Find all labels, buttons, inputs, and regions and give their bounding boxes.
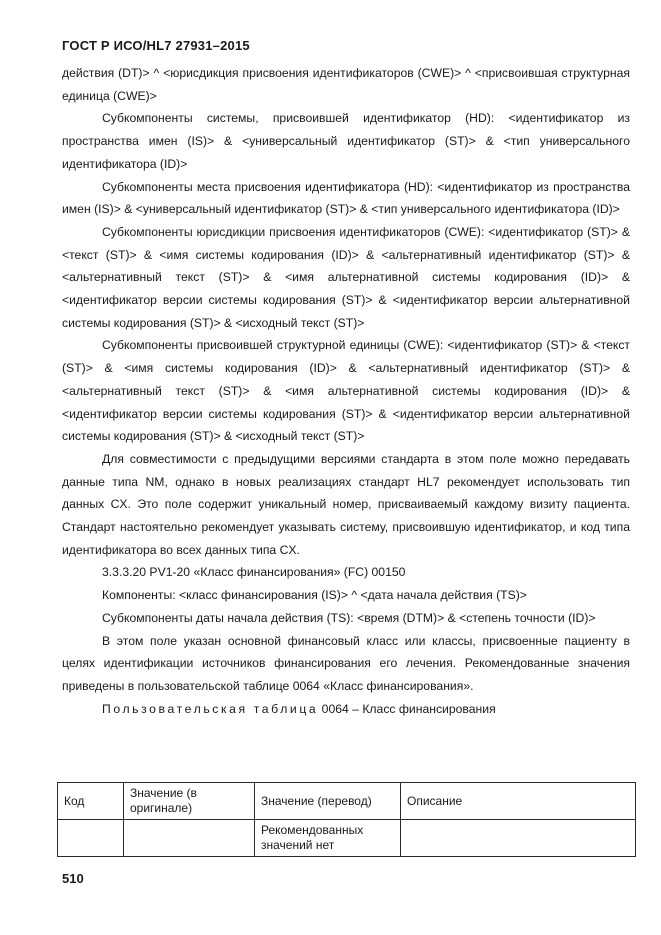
paragraph: Субкомпоненты системы, присвоившей идентификатор (HD): <идентификатор из пространства имен (IS)> & <универсальный идентификатор (ST)> & <тип универсального идентификатора (ID)> [62,111,630,171]
paragraph: Субкомпоненты юрисдикции присвоения идентификаторов (CWE): <идентификатор (ST)> & <текст (ST)> & <имя системы кодирования (ID)> & <альтернативный идентификатор (ST)> & <альтернативный текст (ST)> & <имя альтернативной системы кодирования (ID)> & <идентификатор версии системы кодирования (ST)> & <идентификатор версии альтернативной системы кодирования (ST)> & <исходный текст (ST)> [62,224,630,330]
header-code: Код [58,783,124,820]
cell-value-original [124,820,255,857]
paragraph: Для совместимости с предыдущими версиями стандарта в этом поле можно передавать данные типа NM, однако в новых реализациях стандарт HL7 рекомендует использовать тип данных CX. Это поле содержит уникальный номер, присваиваемый каждому визиту пациента. Стандарт настоятельно рекомендует указывать систему, присвоившую идентификатор, и код типа идентификатора во всех данных типа CX. [62,451,630,557]
table-caption [62,698,630,721]
header-value-original: Значение (в оригинале) [124,783,255,820]
header-description: Описание [401,783,636,820]
cell-description [401,820,636,857]
finance-class-table [57,782,636,857]
table-header-row [58,783,636,820]
cell-code [58,820,124,857]
paragraph: В этом поле указан основной финансовый класс или классы, присвоенные пациенту в целях идентификации источников финансирования его лечения. Рекомендованные значения приведены в пользовательской таблице 0064 «Класс финансирования». [62,633,630,693]
cell-value-translation: Рекомендованных значений нет [255,820,401,857]
table-caption-title: 0064 – Класс финансирования [318,701,496,716]
document-body [62,62,630,720]
table-caption-label: Пользовательская таблица [102,701,319,716]
paragraph: Компоненты: <класс финансирования (IS)> ^ <дата начала действия (TS)> [102,588,527,603]
paragraph: Субкомпоненты даты начала действия (TS): <время (DTM)> & <степень точности (ID)> [102,610,596,625]
document-header: ГОСТ Р ИСО/HL7 27931–2015 [62,38,250,53]
header-value-translation: Значение (перевод) [255,783,401,820]
table-row [58,820,636,857]
page-number: 510 [62,871,84,886]
paragraph: Субкомпоненты места присвоения идентификатора (HD): <идентификатор из пространства имен (IS)> & <универсальный идентификатор (ST)> & <тип универсального идентификатора (ID)> [62,179,630,217]
section-heading: 3.3.3.20 PV1-20 «Класс финансирования» (FC) 00150 [102,565,406,580]
paragraph: действия (DT)> ^ <юрисдикция присвоения идентификаторов (CWE)> ^ <присвоившая структурная единица (CWE)> [62,66,630,103]
paragraph: Субкомпоненты присвоившей структурной единицы (CWE): <идентификатор (ST)> & <текст (ST)> & <имя системы кодирования (ID)> & <альтернативный идентификатор (ST)> & <альтернативный текст (ST)> & <имя альтернативной системы кодирования (ID)> & <идентификатор версии системы кодирования (ST)> & <идентификатор версии альтернативной системы кодирования (ST)> & <исходный текст (ST)> [62,338,630,444]
